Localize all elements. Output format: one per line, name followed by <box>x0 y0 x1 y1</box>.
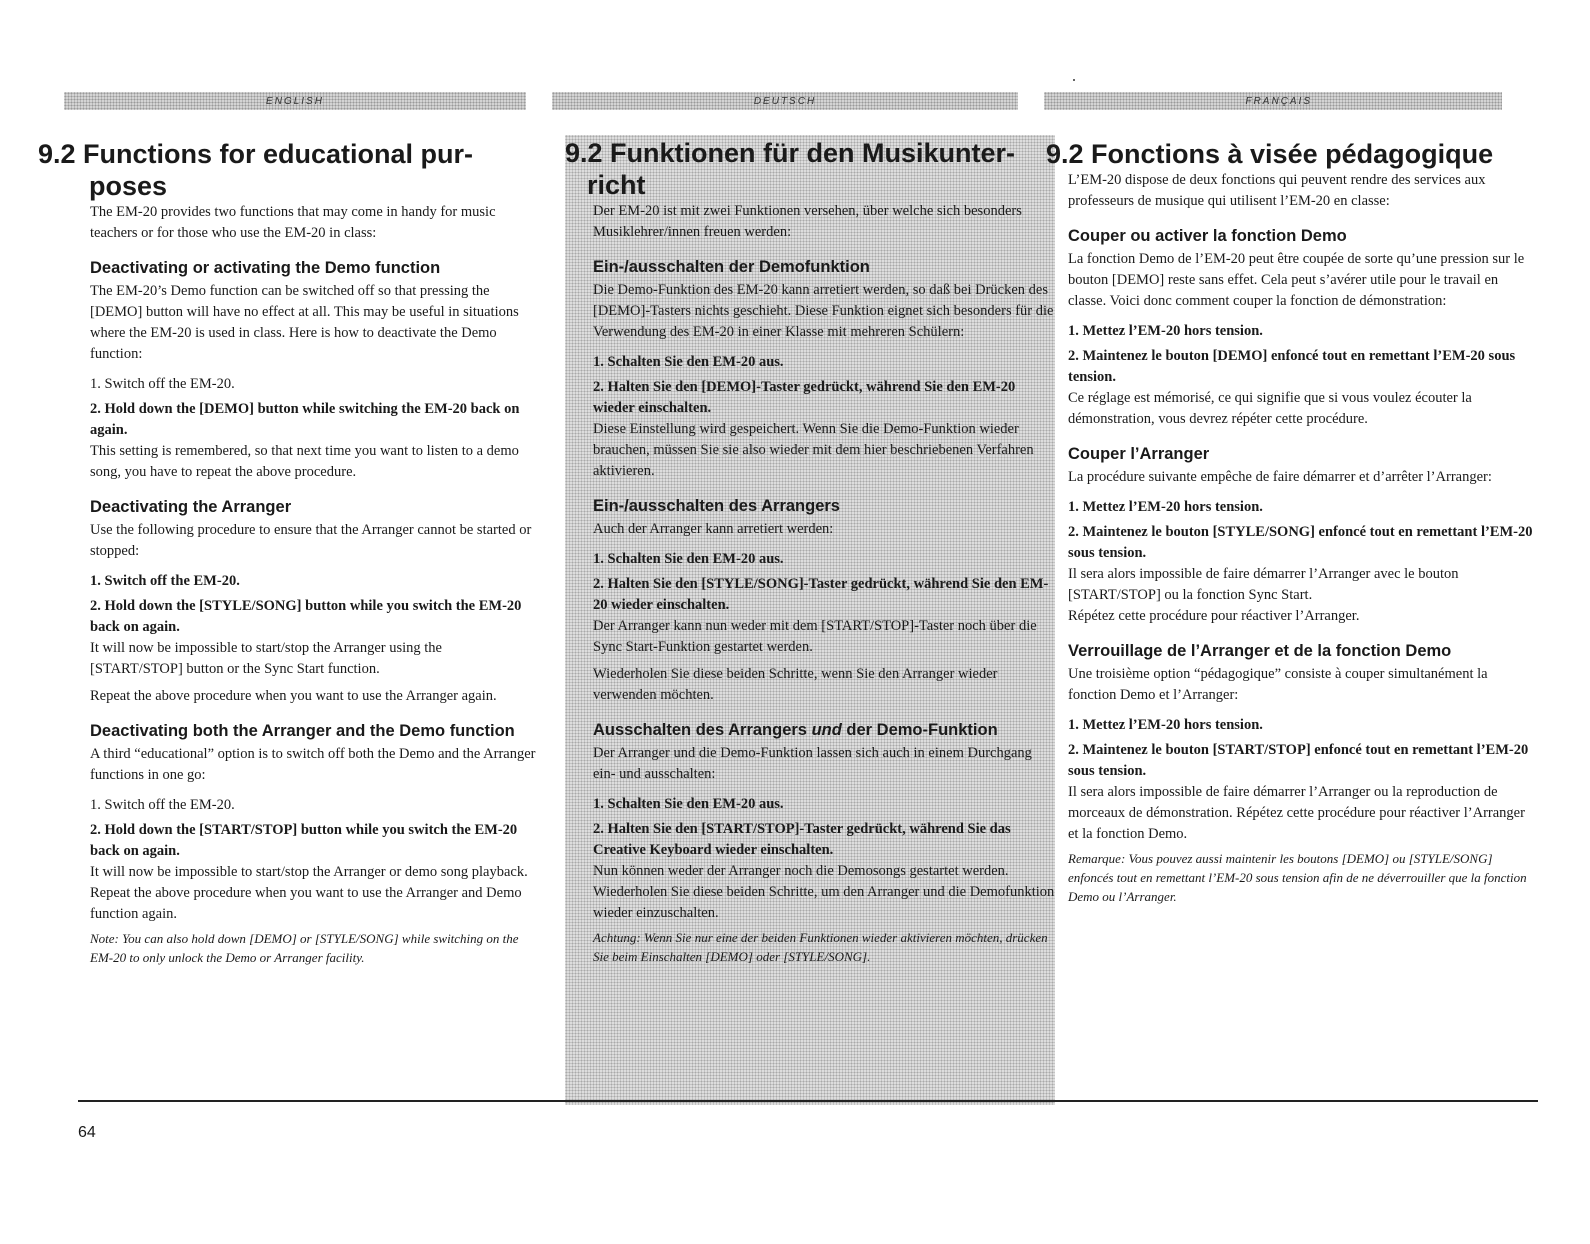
paragraph: La fonction Demo de l’EM-20 peut être coupée de sorte qu’une pression sur le bouton [DEMO] reste sans effet. Cela peut s’avérer utile pour le travail en classe. Voici donc comment couper la fonction de démonstration: <box>1068 251 1525 309</box>
title-line: poses <box>89 171 168 201</box>
intro-text: Der EM-20 ist mit zwei Funktionen versehen, über welche sich besonders Musiklehrer/innen freuen werden: <box>593 203 1022 240</box>
step: 2. Halten Sie den [DEMO]-Taster gedrückt, während Sie den EM-20 wieder einschalten. <box>593 379 1016 416</box>
paragraph: Die Demo-Funktion des EM-20 kann arretiert werden, so daß bei Drücken des [DEMO]-Tasters nichts geschieht. Diese Funktion eignet sich besonders für die Verwendung des EM-20 in einer Klasse mit mehreren Schülern: <box>593 282 1054 340</box>
speck <box>1073 79 1075 81</box>
step: 2. Halten Sie den [STYLE/SONG]-Taster gedrückt, während Sie den EM-20 wieder einschalten. <box>593 576 1049 613</box>
step: 1. Schalten Sie den EM-20 aus. <box>593 796 784 812</box>
subheading: Deactivating or activating the Demo function <box>90 259 441 277</box>
section-title <box>565 137 1055 201</box>
english-column <box>38 138 538 967</box>
subheading: Ein-/ausschalten des Arrangers <box>593 497 840 515</box>
step: 2. Halten Sie den [START/STOP]-Taster gedrückt, während Sie das Creative Keyboard wieder einschalten. <box>593 821 1011 858</box>
language-label: FRANÇAIS <box>1245 95 1312 107</box>
title-line: 9.2 Funktionen für den Musikunter- <box>565 138 1016 168</box>
language-bar-deutsch <box>552 92 1018 110</box>
french-column <box>1046 138 1538 906</box>
language-bar-english <box>64 92 526 110</box>
paragraph: Der Arranger und die Demo-Funktion lassen sich auch in einem Durchgang ein- und ausschalten: <box>593 745 1032 782</box>
paragraph: Diese Einstellung wird gespeichert. Wenn Sie die Demo-Funktion wieder brauchen, müssen Sie sie also wieder mit dem hier beschriebenen Verfahren aktivieren. <box>593 421 1034 479</box>
footer-rule <box>78 1100 1538 1102</box>
note: Remarque: Vous pouvez aussi maintenir les boutons [DEMO] ou [STYLE/SONG] enfoncés tout en remettant l’EM-20 sous tension afin de ne déverrouiller que la fonction Demo ou l’Arranger. <box>1068 851 1527 904</box>
language-bar-francais <box>1044 92 1502 110</box>
intro-text: The EM-20 provides two functions that may come in handy for music teachers or for those who use the EM-20 in class: <box>90 204 496 241</box>
paragraph: Der Arranger kann nun weder mit dem [START/STOP]-Taster noch über die Sync Start-Funktion gestartet werden. <box>593 618 1037 655</box>
paragraph: This setting is remembered, so that next time you want to listen to a demo song, you have to repeat the above procedure. <box>90 443 519 480</box>
paragraph: A third “educational” option is to switch off both the Demo and the Arranger functions in one go: <box>90 746 536 783</box>
note: Achtung: Wenn Sie nur eine der beiden Funktionen wieder aktivieren möchten, drücken Sie beim Einschalten [DEMO] oder [STYLE/SONG]. <box>593 930 1048 964</box>
german-column <box>565 137 1055 1104</box>
step: 2. Hold down the [STYLE/SONG] button while you switch the EM-20 back on again. <box>90 598 522 635</box>
step: 1. Mettez l’EM-20 hors tension. <box>1068 323 1263 339</box>
step: 2. Maintenez le bouton [START/STOP] enfoncé tout en remettant l’EM-20 sous tension. <box>1068 742 1529 779</box>
language-label: DEUTSCH <box>753 95 817 107</box>
step: 1. Mettez l’EM-20 hors tension. <box>1068 717 1263 733</box>
language-label: ENGLISH <box>266 95 324 107</box>
subheading: Ausschalten des Arrangers und der Demo-Funktion <box>593 721 998 739</box>
paragraph: Repeat the above procedure when you want to use the Arranger again. <box>90 688 497 704</box>
step: 1. Schalten Sie den EM-20 aus. <box>593 354 784 370</box>
step: 2. Maintenez le bouton [STYLE/SONG] enfoncé tout en remettant l’EM-20 sous tension. <box>1068 524 1533 561</box>
paragraph: Nun können weder der Arranger noch die Demosongs gestartet werden. Wiederholen Sie diese beiden Schritte, um den Arranger und die Demofunktion wieder einzuschalten. <box>593 863 1055 921</box>
paragraph: Use the following procedure to ensure that the Arranger cannot be started or stopped: <box>90 522 532 559</box>
step: 1. Schalten Sie den EM-20 aus. <box>593 551 784 567</box>
subheading: Verrouillage de l’Arranger et de la fonction Demo <box>1068 642 1452 660</box>
step: 1. Switch off the EM-20. <box>90 797 235 813</box>
intro-text: L’EM-20 dispose de deux fonctions qui peuvent rendre des services aux professeurs de musique qui utilisent l’EM-20 en classe: <box>1068 172 1486 209</box>
paragraph: Auch der Arranger kann arretiert werden: <box>593 521 834 537</box>
subheading: Ein-/ausschalten der Demofunktion <box>593 258 870 276</box>
section-title: 9.2 Fonctions à visée pédagogique <box>1046 139 1494 169</box>
note: Note: You can also hold down [DEMO] or [STYLE/SONG] while switching on the EM-20 to only unlock the Demo or Arranger facility. <box>90 931 519 965</box>
title-line: richt <box>587 170 646 200</box>
paragraph: It will now be impossible to start/stop the Arranger or demo song playback. Repeat the above procedure when you want to use the Arranger and Demo function again. <box>90 864 528 922</box>
paragraph: It will now be impossible to start/stop the Arranger using the [START/STOP] button or the Sync Start function. <box>90 640 442 677</box>
step: 1. Switch off the EM-20. <box>90 573 240 589</box>
title-line: 9.2 Functions for educational pur- <box>38 139 474 169</box>
subheading: Deactivating the Arranger <box>90 498 292 516</box>
paragraph: Une troisième option “pédagogique” consiste à couper simultanément la fonction Demo et l’Arranger: <box>1068 666 1488 703</box>
step: 2. Hold down the [DEMO] button while switching the EM-20 back on again. <box>90 401 520 438</box>
step: 2. Maintenez le bouton [DEMO] enfoncé tout en remettant l’EM-20 sous tension. <box>1068 348 1516 385</box>
step: 1. Switch off the EM-20. <box>90 376 235 392</box>
paragraph: Il sera alors impossible de faire démarrer l’Arranger avec le bouton [START/STOP] ou la fonction Sync Start. <box>1068 566 1459 603</box>
page-number: 64 <box>78 1124 96 1141</box>
paragraph: Ce réglage est mémorisé, ce qui signifie que si vous voulez écouter la démonstration, vous devrez répéter cette procédure. <box>1068 390 1472 427</box>
paragraph: Wiederholen Sie diese beiden Schritte, wenn Sie den Arranger wieder verwenden möchten. <box>593 666 998 703</box>
paragraph: Répétez cette procédure pour réactiver l’Arranger. <box>1068 608 1360 624</box>
subheading: Couper ou activer la fonction Demo <box>1068 227 1347 245</box>
section-title <box>38 138 538 202</box>
step: 1. Mettez l’EM-20 hors tension. <box>1068 499 1263 515</box>
paragraph: Il sera alors impossible de faire démarrer l’Arranger ou la reproduction de morceaux de démonstration. Répétez cette procédure pour réactiver l’Arranger et la fonction Demo. <box>1068 784 1525 842</box>
step: 2. Hold down the [START/STOP] button while you switch the EM-20 back on again. <box>90 822 518 859</box>
subheading: Deactivating both the Arranger and the Demo function <box>90 722 515 740</box>
paragraph: La procédure suivante empêche de faire démarrer et d’arrêter l’Arranger: <box>1068 469 1492 485</box>
paragraph: The EM-20’s Demo function can be switched off so that pressing the [DEMO] button will have no effect at all. This may be useful in situations where the EM-20 is used in class. Here is how to deactivate the Demo function: <box>90 283 519 362</box>
subheading: Couper l’Arranger <box>1068 445 1210 463</box>
